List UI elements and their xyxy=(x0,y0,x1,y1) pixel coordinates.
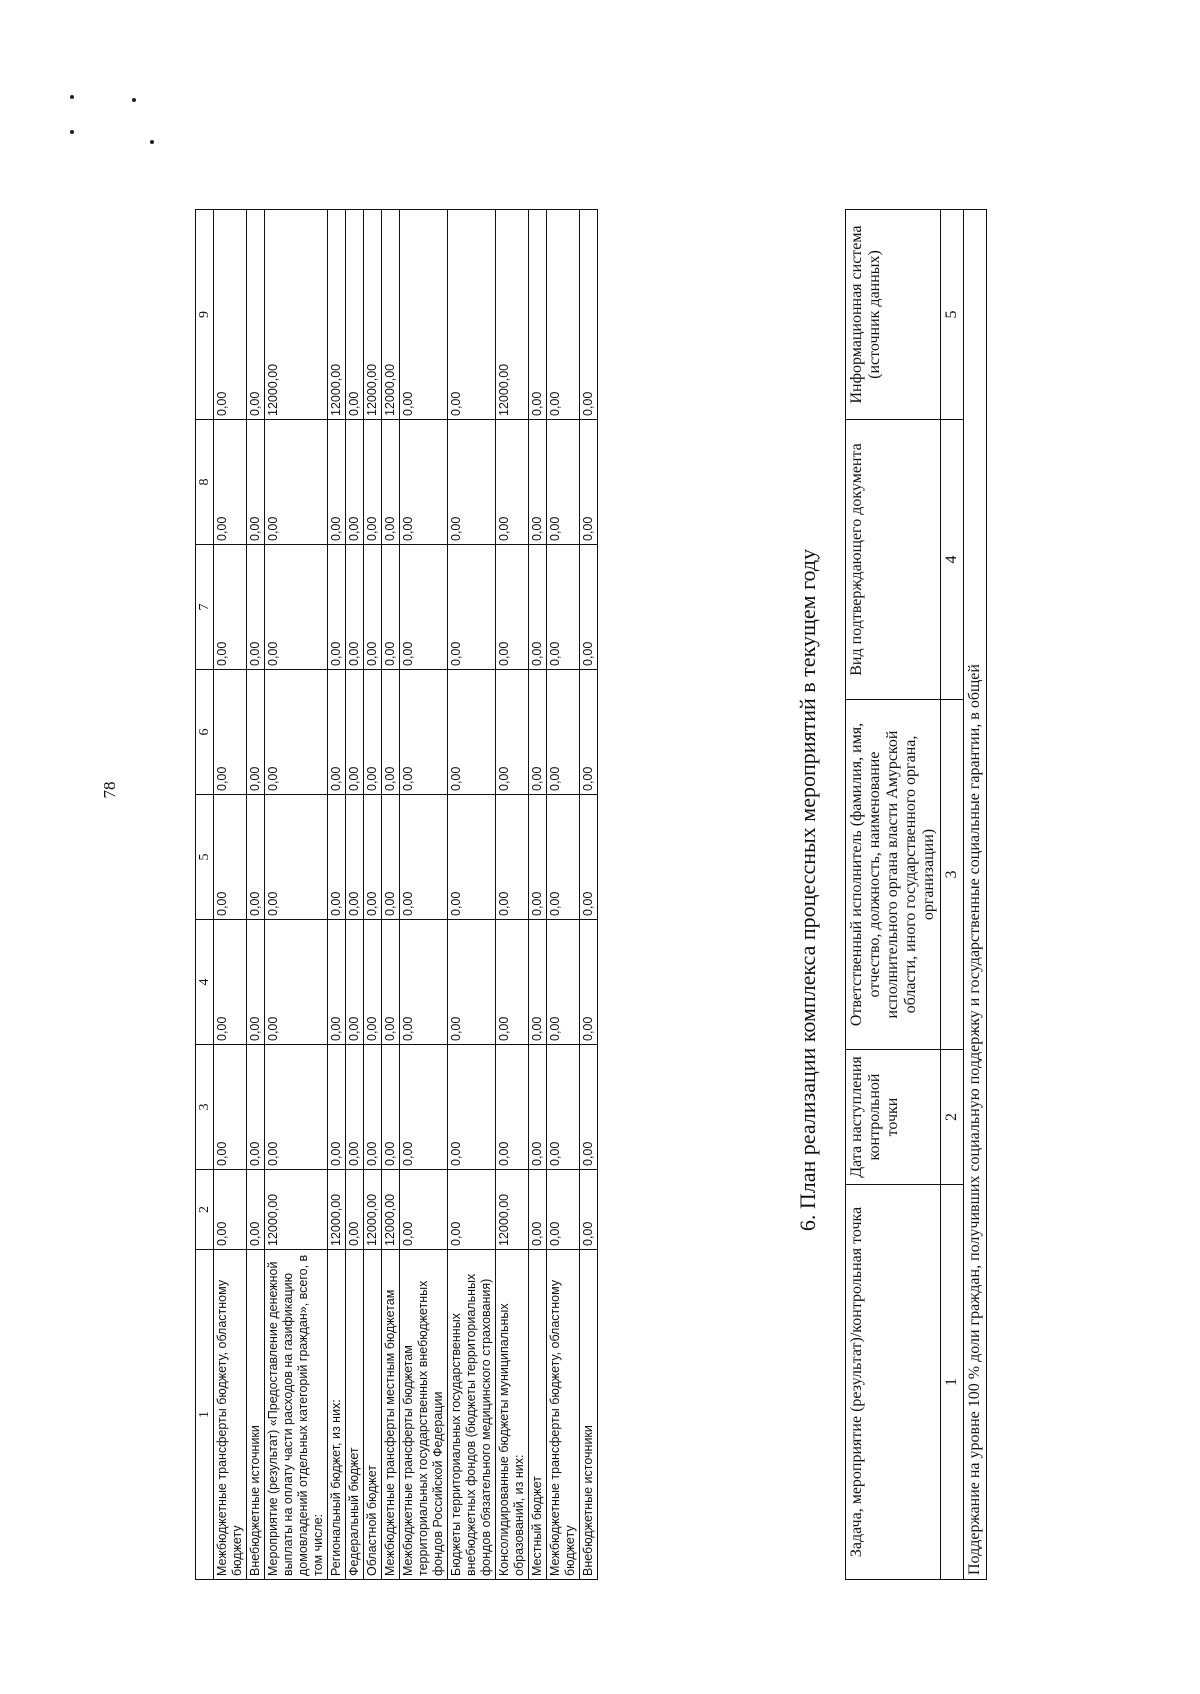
column-number: 9 xyxy=(196,210,214,420)
amount-cell: 0,00 xyxy=(328,795,346,920)
table-row xyxy=(214,210,247,1580)
table-row xyxy=(529,210,547,1580)
plan-task-row xyxy=(964,210,987,1580)
amount-cell: 0,00 xyxy=(529,795,547,920)
amount-cell: 12000,00 xyxy=(328,1170,346,1250)
amount-cell: 0,00 xyxy=(496,920,529,1045)
amount-cell: 0,00 xyxy=(400,545,448,670)
amount-cell: 0,00 xyxy=(529,420,547,545)
amount-cell: 0,00 xyxy=(346,795,364,920)
amount-cell: 0,00 xyxy=(364,420,382,545)
amount-cell: 0,00 xyxy=(364,920,382,1045)
amount-cell: 0,00 xyxy=(265,420,328,545)
amount-cell: 12000,00 xyxy=(382,210,400,420)
amount-cell: 0,00 xyxy=(382,920,400,1045)
amount-cell: 0,00 xyxy=(400,210,448,420)
plan-column-number: 5 xyxy=(941,210,964,420)
plan-header: Вид подтверждающего документа xyxy=(846,420,941,700)
amount-cell: 0,00 xyxy=(547,795,580,920)
table-row xyxy=(580,210,598,1580)
amount-cell: 0,00 xyxy=(400,1170,448,1250)
budget-table-body xyxy=(214,210,598,1580)
column-number: 4 xyxy=(196,920,214,1045)
amount-cell: 0,00 xyxy=(529,545,547,670)
amount-cell: 0,00 xyxy=(382,545,400,670)
table-row xyxy=(547,210,580,1580)
column-number: 6 xyxy=(196,670,214,795)
amount-cell: 0,00 xyxy=(346,670,364,795)
amount-cell: 0,00 xyxy=(364,1045,382,1170)
amount-cell: 0,00 xyxy=(265,545,328,670)
amount-cell: 0,00 xyxy=(496,1045,529,1170)
amount-cell: 0,00 xyxy=(448,545,496,670)
amount-cell: 0,00 xyxy=(364,670,382,795)
amount-cell: 0,00 xyxy=(247,210,265,420)
amount-cell: 0,00 xyxy=(247,545,265,670)
amount-cell: 12000,00 xyxy=(496,1170,529,1250)
amount-cell: 0,00 xyxy=(448,795,496,920)
table-row xyxy=(448,210,496,1580)
amount-cell: 0,00 xyxy=(448,670,496,795)
row-label: Внебюджетные источники xyxy=(580,1250,598,1580)
section-title: 6. План реализации комплекса процессных мероприятий в текущем году xyxy=(795,548,820,1232)
plan-header: Ответственный исполнитель (фамилия, имя, отчество, должность, наименование исполнительного органа власти Амурской области, иного государственного органа, организации) xyxy=(846,700,941,1050)
amount-cell: 0,00 xyxy=(547,545,580,670)
amount-cell: 0,00 xyxy=(580,545,598,670)
amount-cell: 0,00 xyxy=(328,670,346,795)
amount-cell: 0,00 xyxy=(346,420,364,545)
amount-cell: 0,00 xyxy=(448,210,496,420)
row-label: Местный бюджет xyxy=(529,1250,547,1580)
amount-cell: 0,00 xyxy=(214,670,247,795)
column-number: 5 xyxy=(196,795,214,920)
amount-cell: 0,00 xyxy=(214,545,247,670)
amount-cell: 0,00 xyxy=(496,420,529,545)
column-number: 2 xyxy=(196,1170,214,1250)
amount-cell: 0,00 xyxy=(247,920,265,1045)
amount-cell: 0,00 xyxy=(214,210,247,420)
budget-header-row xyxy=(196,210,214,1580)
amount-cell: 0,00 xyxy=(448,1170,496,1250)
amount-cell: 0,00 xyxy=(346,545,364,670)
amount-cell: 0,00 xyxy=(382,420,400,545)
amount-cell: 0,00 xyxy=(580,920,598,1045)
row-label: Консолидированные бюджеты муниципальных образований, из них: xyxy=(496,1250,529,1580)
amount-cell: 0,00 xyxy=(400,795,448,920)
amount-cell: 0,00 xyxy=(328,920,346,1045)
amount-cell: 0,00 xyxy=(496,795,529,920)
amount-cell: 0,00 xyxy=(214,795,247,920)
amount-cell: 0,00 xyxy=(265,670,328,795)
amount-cell: 0,00 xyxy=(547,210,580,420)
plan-column-number: 3 xyxy=(941,700,964,1050)
amount-cell: 0,00 xyxy=(214,1045,247,1170)
amount-cell: 0,00 xyxy=(265,920,328,1045)
amount-cell: 12000,00 xyxy=(364,210,382,420)
amount-cell: 0,00 xyxy=(247,420,265,545)
amount-cell: 12000,00 xyxy=(382,1170,400,1250)
amount-cell: 0,00 xyxy=(265,795,328,920)
amount-cell: 0,00 xyxy=(448,420,496,545)
page-number: 78 xyxy=(100,781,119,799)
amount-cell: 0,00 xyxy=(448,1045,496,1170)
plan-column-number: 4 xyxy=(941,420,964,700)
amount-cell: 0,00 xyxy=(400,420,448,545)
amount-cell: 0,00 xyxy=(529,1045,547,1170)
amount-cell: 0,00 xyxy=(400,1045,448,1170)
amount-cell: 0,00 xyxy=(328,1045,346,1170)
amount-cell: 0,00 xyxy=(547,920,580,1045)
scan-speck xyxy=(70,95,74,99)
amount-cell: 12000,00 xyxy=(265,1170,328,1250)
amount-cell: 0,00 xyxy=(346,210,364,420)
amount-cell: 0,00 xyxy=(547,420,580,545)
plan-task-text: Поддержание на уровне 100 % доли граждан, получивших социальную поддержку и государственные социальные гарантии, в общей xyxy=(964,210,987,1580)
amount-cell: 0,00 xyxy=(364,545,382,670)
amount-cell: 0,00 xyxy=(346,1045,364,1170)
amount-cell: 12000,00 xyxy=(328,210,346,420)
table-row xyxy=(328,210,346,1580)
amount-cell: 0,00 xyxy=(382,1045,400,1170)
column-number: 8 xyxy=(196,420,214,545)
row-label: Мероприятие (результат) «Предоставление денежной выплаты на оплату части расходов на газификацию домовладений отдельных категорий граждан», всего, в том числе: xyxy=(265,1250,328,1580)
row-label: Межбюджетные трансферты бюджетам территориальных государственных внебюджетных фондов Российской Федерации xyxy=(400,1250,448,1580)
amount-cell: 0,00 xyxy=(247,795,265,920)
amount-cell: 12000,00 xyxy=(364,1170,382,1250)
row-label: Региональный бюджет, из них: xyxy=(328,1250,346,1580)
amount-cell: 0,00 xyxy=(529,1170,547,1250)
amount-cell: 0,00 xyxy=(247,1170,265,1250)
amount-cell: 0,00 xyxy=(547,1170,580,1250)
amount-cell: 0,00 xyxy=(382,670,400,795)
row-label: Бюджеты территориальных государственных внебюджетных фондов (бюджеты территориальных фондов обязательного медицинского страхования) xyxy=(448,1250,496,1580)
amount-cell: 0,00 xyxy=(400,920,448,1045)
plan-header-row xyxy=(846,210,941,1580)
plan-table xyxy=(845,209,987,1580)
amount-cell: 0,00 xyxy=(247,670,265,795)
amount-cell: 0,00 xyxy=(382,795,400,920)
row-label: Межбюджетные трансферты бюджету, областному бюджету xyxy=(547,1250,580,1580)
amount-cell: 0,00 xyxy=(214,920,247,1045)
amount-cell: 0,00 xyxy=(580,795,598,920)
amount-cell: 0,00 xyxy=(529,670,547,795)
amount-cell: 0,00 xyxy=(580,670,598,795)
plan-column-number: 2 xyxy=(941,1050,964,1185)
table-row xyxy=(496,210,529,1580)
amount-cell: 0,00 xyxy=(346,920,364,1045)
amount-cell: 0,00 xyxy=(328,420,346,545)
amount-cell: 0,00 xyxy=(580,420,598,545)
column-number: 7 xyxy=(196,545,214,670)
budget-table xyxy=(195,209,598,1580)
plan-header: Дата наступления контрольной точки xyxy=(846,1050,941,1185)
amount-cell: 0,00 xyxy=(580,210,598,420)
column-number: 1 xyxy=(196,1250,214,1580)
row-label: Областной бюджет xyxy=(364,1250,382,1580)
amount-cell: 12000,00 xyxy=(265,210,328,420)
amount-cell: 0,00 xyxy=(448,920,496,1045)
amount-cell: 0,00 xyxy=(265,1045,328,1170)
table-row xyxy=(346,210,364,1580)
plan-header: Информационная система (источник данных) xyxy=(846,210,941,420)
amount-cell: 0,00 xyxy=(580,1045,598,1170)
scan-speck xyxy=(132,98,136,102)
plan-number-row xyxy=(941,210,964,1580)
amount-cell: 12000,00 xyxy=(496,210,529,420)
plan-column-number: 1 xyxy=(941,1185,964,1580)
amount-cell: 0,00 xyxy=(496,545,529,670)
row-label: Межбюджетные трансферты бюджету, областному бюджету xyxy=(214,1250,247,1580)
plan-header: Задача, мероприятие (результат)/контрольная точка xyxy=(846,1185,941,1580)
amount-cell: 0,00 xyxy=(400,670,448,795)
amount-cell: 0,00 xyxy=(328,545,346,670)
amount-cell: 0,00 xyxy=(580,1170,598,1250)
scan-speck xyxy=(70,130,74,134)
amount-cell: 0,00 xyxy=(346,1170,364,1250)
row-label: Внебюджетные источники xyxy=(247,1250,265,1580)
table-row xyxy=(400,210,448,1580)
rotated-page xyxy=(100,140,1120,1640)
amount-cell: 0,00 xyxy=(529,210,547,420)
amount-cell: 0,00 xyxy=(529,920,547,1045)
table-row xyxy=(364,210,382,1580)
table-row xyxy=(247,210,265,1580)
column-number: 3 xyxy=(196,1045,214,1170)
row-label: Федеральный бюджет xyxy=(346,1250,364,1580)
amount-cell: 0,00 xyxy=(214,420,247,545)
amount-cell: 0,00 xyxy=(496,670,529,795)
amount-cell: 0,00 xyxy=(214,1170,247,1250)
amount-cell: 0,00 xyxy=(247,1045,265,1170)
table-row xyxy=(382,210,400,1580)
amount-cell: 0,00 xyxy=(547,670,580,795)
table-row xyxy=(265,210,328,1580)
amount-cell: 0,00 xyxy=(547,1045,580,1170)
amount-cell: 0,00 xyxy=(364,795,382,920)
row-label: Межбюджетные трансферты местным бюджетам xyxy=(382,1250,400,1580)
